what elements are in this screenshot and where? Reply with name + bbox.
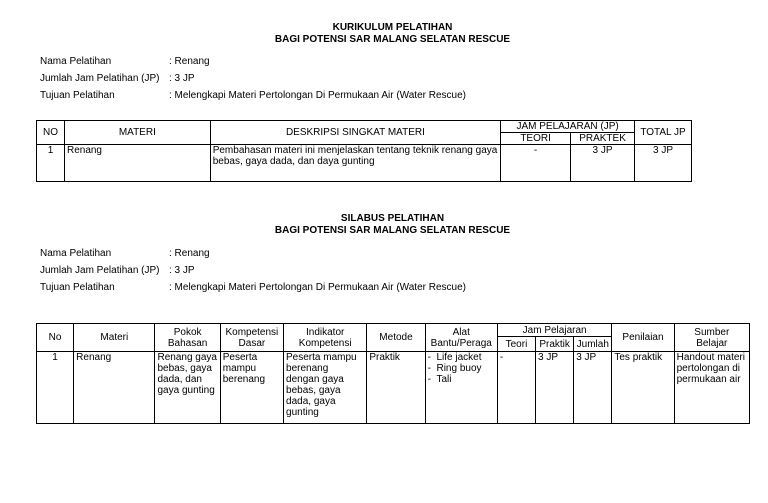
- kurikulum-title: KURIKULUM PELATIHAN: [332, 22, 453, 33]
- header-alat-bantu: [425, 324, 497, 352]
- header-deskripsi: DESKRIPSI SINGKAT MATERI: [210, 121, 500, 145]
- header-praktek: PRAKTEK: [571, 133, 635, 145]
- alat-item: Ring buoy: [436, 363, 482, 374]
- header-materi: MATERI: [64, 121, 210, 145]
- info-value: : Renang: [169, 56, 210, 67]
- cell-no: 1: [37, 145, 65, 182]
- header-line: Alat: [452, 326, 470, 338]
- header-kompetensi-dasar: [220, 324, 283, 352]
- info-label: Nama Pelatihan: [40, 248, 112, 259]
- cell-materi: Renang: [74, 352, 155, 424]
- header-line: Sumber: [694, 326, 730, 338]
- header-line: Indikator: [306, 326, 345, 338]
- cell-metode: Praktik: [367, 352, 425, 424]
- alat-item: Life jacket: [436, 352, 482, 363]
- header-jam-pelajaran: JAM PELAJARAN (JP): [501, 121, 635, 133]
- info-value: : Melengkapi Materi Pertolongan Di Permukaan Air (Water Rescue): [169, 90, 466, 101]
- info-label: Nama Pelatihan: [40, 56, 112, 67]
- cell-deskripsi: Pembahasan materi ini menjelaskan tentang teknik renang gaya bebas, gaya dada, dan daya gunting: [210, 145, 500, 182]
- cell-total: 3 JP: [635, 145, 692, 182]
- cell-teori: -: [501, 145, 571, 182]
- info-label: Tujuan Pelatihan: [40, 90, 115, 101]
- silabus-title: SILABUS PELATIHAN: [340, 213, 445, 224]
- cell-sumber-belajar: Handout materi pertolongan di permukaan air: [674, 352, 749, 424]
- header-praktik: Praktik: [536, 337, 574, 352]
- info-value: : Melengkapi Materi Pertolongan Di Permukaan Air (Water Rescue): [169, 282, 466, 293]
- header-materi: Materi: [74, 324, 155, 352]
- cell-no: 1: [37, 352, 74, 424]
- header-metode: Metode: [367, 324, 425, 352]
- cell-materi: Renang: [64, 145, 210, 182]
- header-total-jp: TOTAL JP: [635, 121, 692, 145]
- info-value: : 3 JP: [169, 265, 195, 276]
- header-penilaian: Penilaian: [612, 324, 674, 352]
- cell-kompetensi-dasar: Peserta mampu berenang: [220, 352, 283, 424]
- header-line: Belajar: [696, 337, 728, 349]
- info-value: : 3 JP: [169, 73, 195, 84]
- header-line: Bahasan: [167, 337, 208, 349]
- silabus-table: [36, 323, 750, 424]
- info-label: Tujuan Pelatihan: [40, 282, 115, 293]
- info-value: : Renang: [169, 248, 210, 259]
- info-label: Jumlah Jam Pelatihan (JP): [40, 73, 160, 84]
- cell-alat-bantu: [425, 352, 497, 424]
- cell-indikator: Peserta mampu berenang dengan gaya bebas, gaya dada, gaya gunting: [284, 352, 367, 424]
- header-teori: TEORI: [501, 133, 571, 145]
- header-indikator-kompetensi: [284, 324, 367, 352]
- header-line: Dasar: [238, 337, 266, 349]
- silabus-subtitle: BAGI POTENSI SAR MALANG SELATAN RESCUE: [274, 225, 511, 236]
- header-line: Kompetensi: [298, 337, 352, 349]
- list-item: - Tali: [427, 374, 452, 385]
- list-item: - Life jacket: [427, 352, 482, 363]
- header-sumber-belajar: [674, 324, 749, 352]
- list-item: - Ring buoy: [427, 363, 482, 374]
- cell-penilaian: Tes praktik: [612, 352, 674, 424]
- alat-item: Tali: [436, 374, 452, 385]
- header-jam-pelajaran: Jam Pelajaran: [497, 324, 611, 337]
- cell-praktik: 3 JP: [536, 352, 574, 424]
- header-jumlah: Jumlah: [574, 337, 612, 352]
- table-row: [37, 352, 750, 424]
- cell-jumlah: 3 JP: [574, 352, 612, 424]
- header-line: Bantu/Peraga: [430, 337, 492, 349]
- header-no: NO: [37, 121, 65, 145]
- header-pokok-bahasan: [155, 324, 220, 352]
- table-row: [37, 145, 692, 182]
- cell-pokok-bahasan: Renang gaya bebas, gaya dada, dan gaya gunting: [155, 352, 220, 424]
- header-line: Pokok: [173, 326, 202, 338]
- info-label: Jumlah Jam Pelatihan (JP): [40, 265, 160, 276]
- header-line: Kompetensi: [225, 326, 279, 338]
- kurikulum-table: [36, 120, 692, 182]
- header-teori: Teori: [497, 337, 535, 352]
- kurikulum-info: [40, 53, 466, 104]
- cell-praktek: 3 JP: [571, 145, 635, 182]
- header-no: No: [37, 324, 74, 352]
- silabus-info: [40, 245, 466, 296]
- kurikulum-subtitle: BAGI POTENSI SAR MALANG SELATAN RESCUE: [274, 34, 511, 45]
- cell-teori: -: [497, 352, 535, 424]
